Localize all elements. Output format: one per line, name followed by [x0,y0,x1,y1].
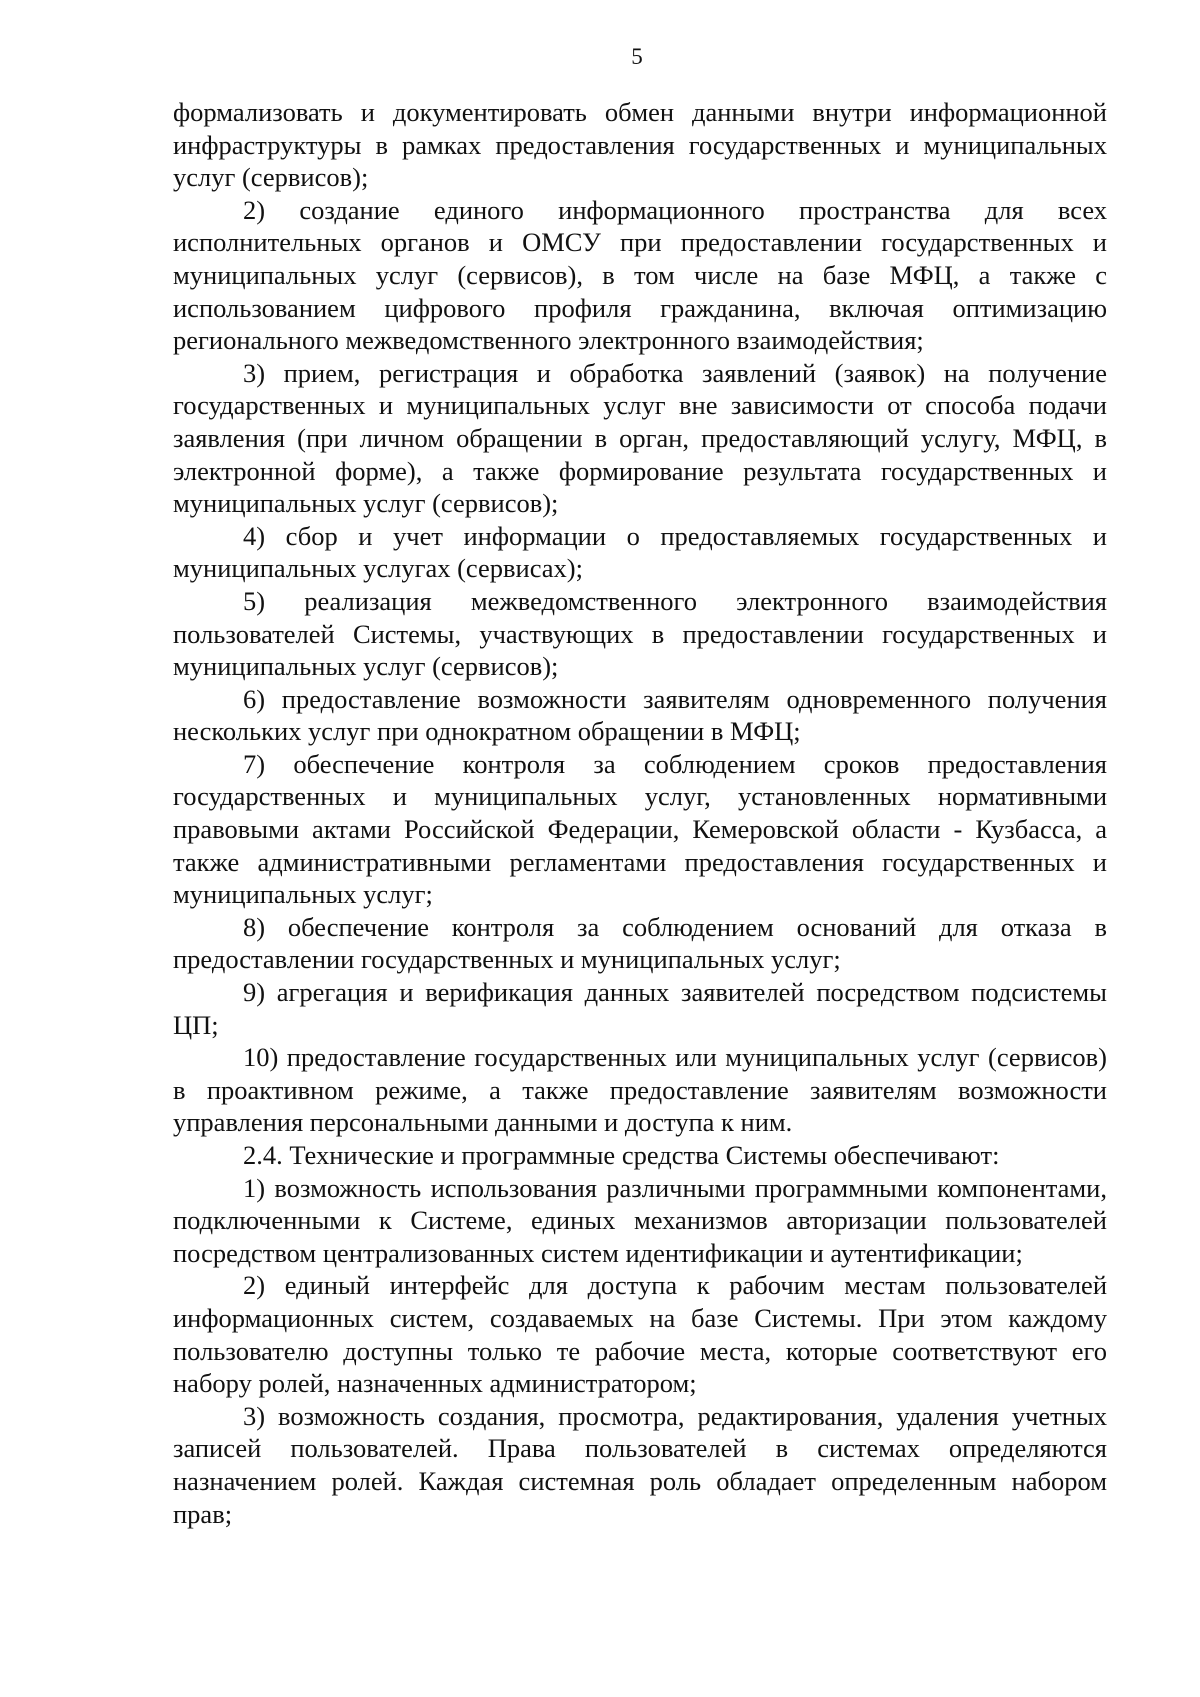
paragraph: 3) возможность создания, просмотра, редактирования, удаления учетных записей пользователей. Права пользователей в системах определяются назначением ролей. Каждая системная роль обладает определенным набором прав; [173,1400,1107,1529]
paragraph: 10) предоставление государственных или муниципальных услуг (сервисов) в проактивном режиме, а также предоставление заявителям возможности управления персональными данными и доступа к ним. [173,1042,1107,1138]
paragraph: 9) агрегация и верификация данных заявителей посредством подсистемы ЦП; [173,977,1107,1040]
paragraph: 5) реализация межведомственного электронного взаимодействия пользователей Системы, участвующих в предоставлении государственных и муниципальных услуг (сервисов); [173,585,1107,682]
paragraph: 4) сбор и учет информации о предоставляемых государственных и муниципальных услугах (сервисах); [173,520,1107,584]
paragraph: 1) возможность использования различными программными компонентами, подключенными к Системе, единых механизмов авторизации пользователей посредством централизованных систем идентификации и аутентификации; [173,1172,1107,1268]
paragraph: 7) обеспечение контроля за соблюдением сроков предоставления государственных и муниципальных услуг, установленных нормативными правовыми актами Российской Федерации, Кемеровской области - Кузбасса, а также административными регламентами предоставления государственных и муниципальных услуг; [173,748,1107,910]
paragraph: 3) прием, регистрация и обработка заявлений (заявок) на получение государственных и муниципальных услуг вне зависимости от способа подачи заявления (при личном обращении в орган, предоставляющий услугу, МФЦ, в электронной форме), а также формирование результата государственных и муниципальных услуг (сервисов); [173,357,1107,519]
paragraph: 6) предоставление возможности заявителям одновременного получения нескольких услуг при однократном обращении в МФЦ; [173,683,1107,747]
page-number: 5 [631,44,643,69]
paragraph: 8) обеспечение контроля за соблюдением оснований для отказа в предоставлении государственных и муниципальных услуг; [173,911,1107,975]
paragraph: 2) создание единого информационного пространства для всех исполнительных органов и ОМСУ при предоставлении государственных и муниципальных услуг (сервисов), в том числе на базе МФЦ, а также с использованием цифрового профиля гражданина, включая оптимизацию регионального межведомственного электронного взаимодействия; [173,194,1107,356]
paragraph: 2.4. Технические и программные средства Системы обеспечивают: [243,1140,1000,1170]
document-body [173,96,1107,1530]
paragraph: формализовать и документировать обмен данными внутри информационной инфраструктуры в рамках предоставления государственных и муниципальных услуг (сервисов); [173,97,1107,193]
paragraph: 2) единый интерфейс для доступа к рабочим местам пользователей информационных систем, создаваемых на базе Системы. При этом каждому пользователю доступны только те рабочие места, которые соответствуют его набору ролей, назначенных администратором; [173,1270,1107,1399]
